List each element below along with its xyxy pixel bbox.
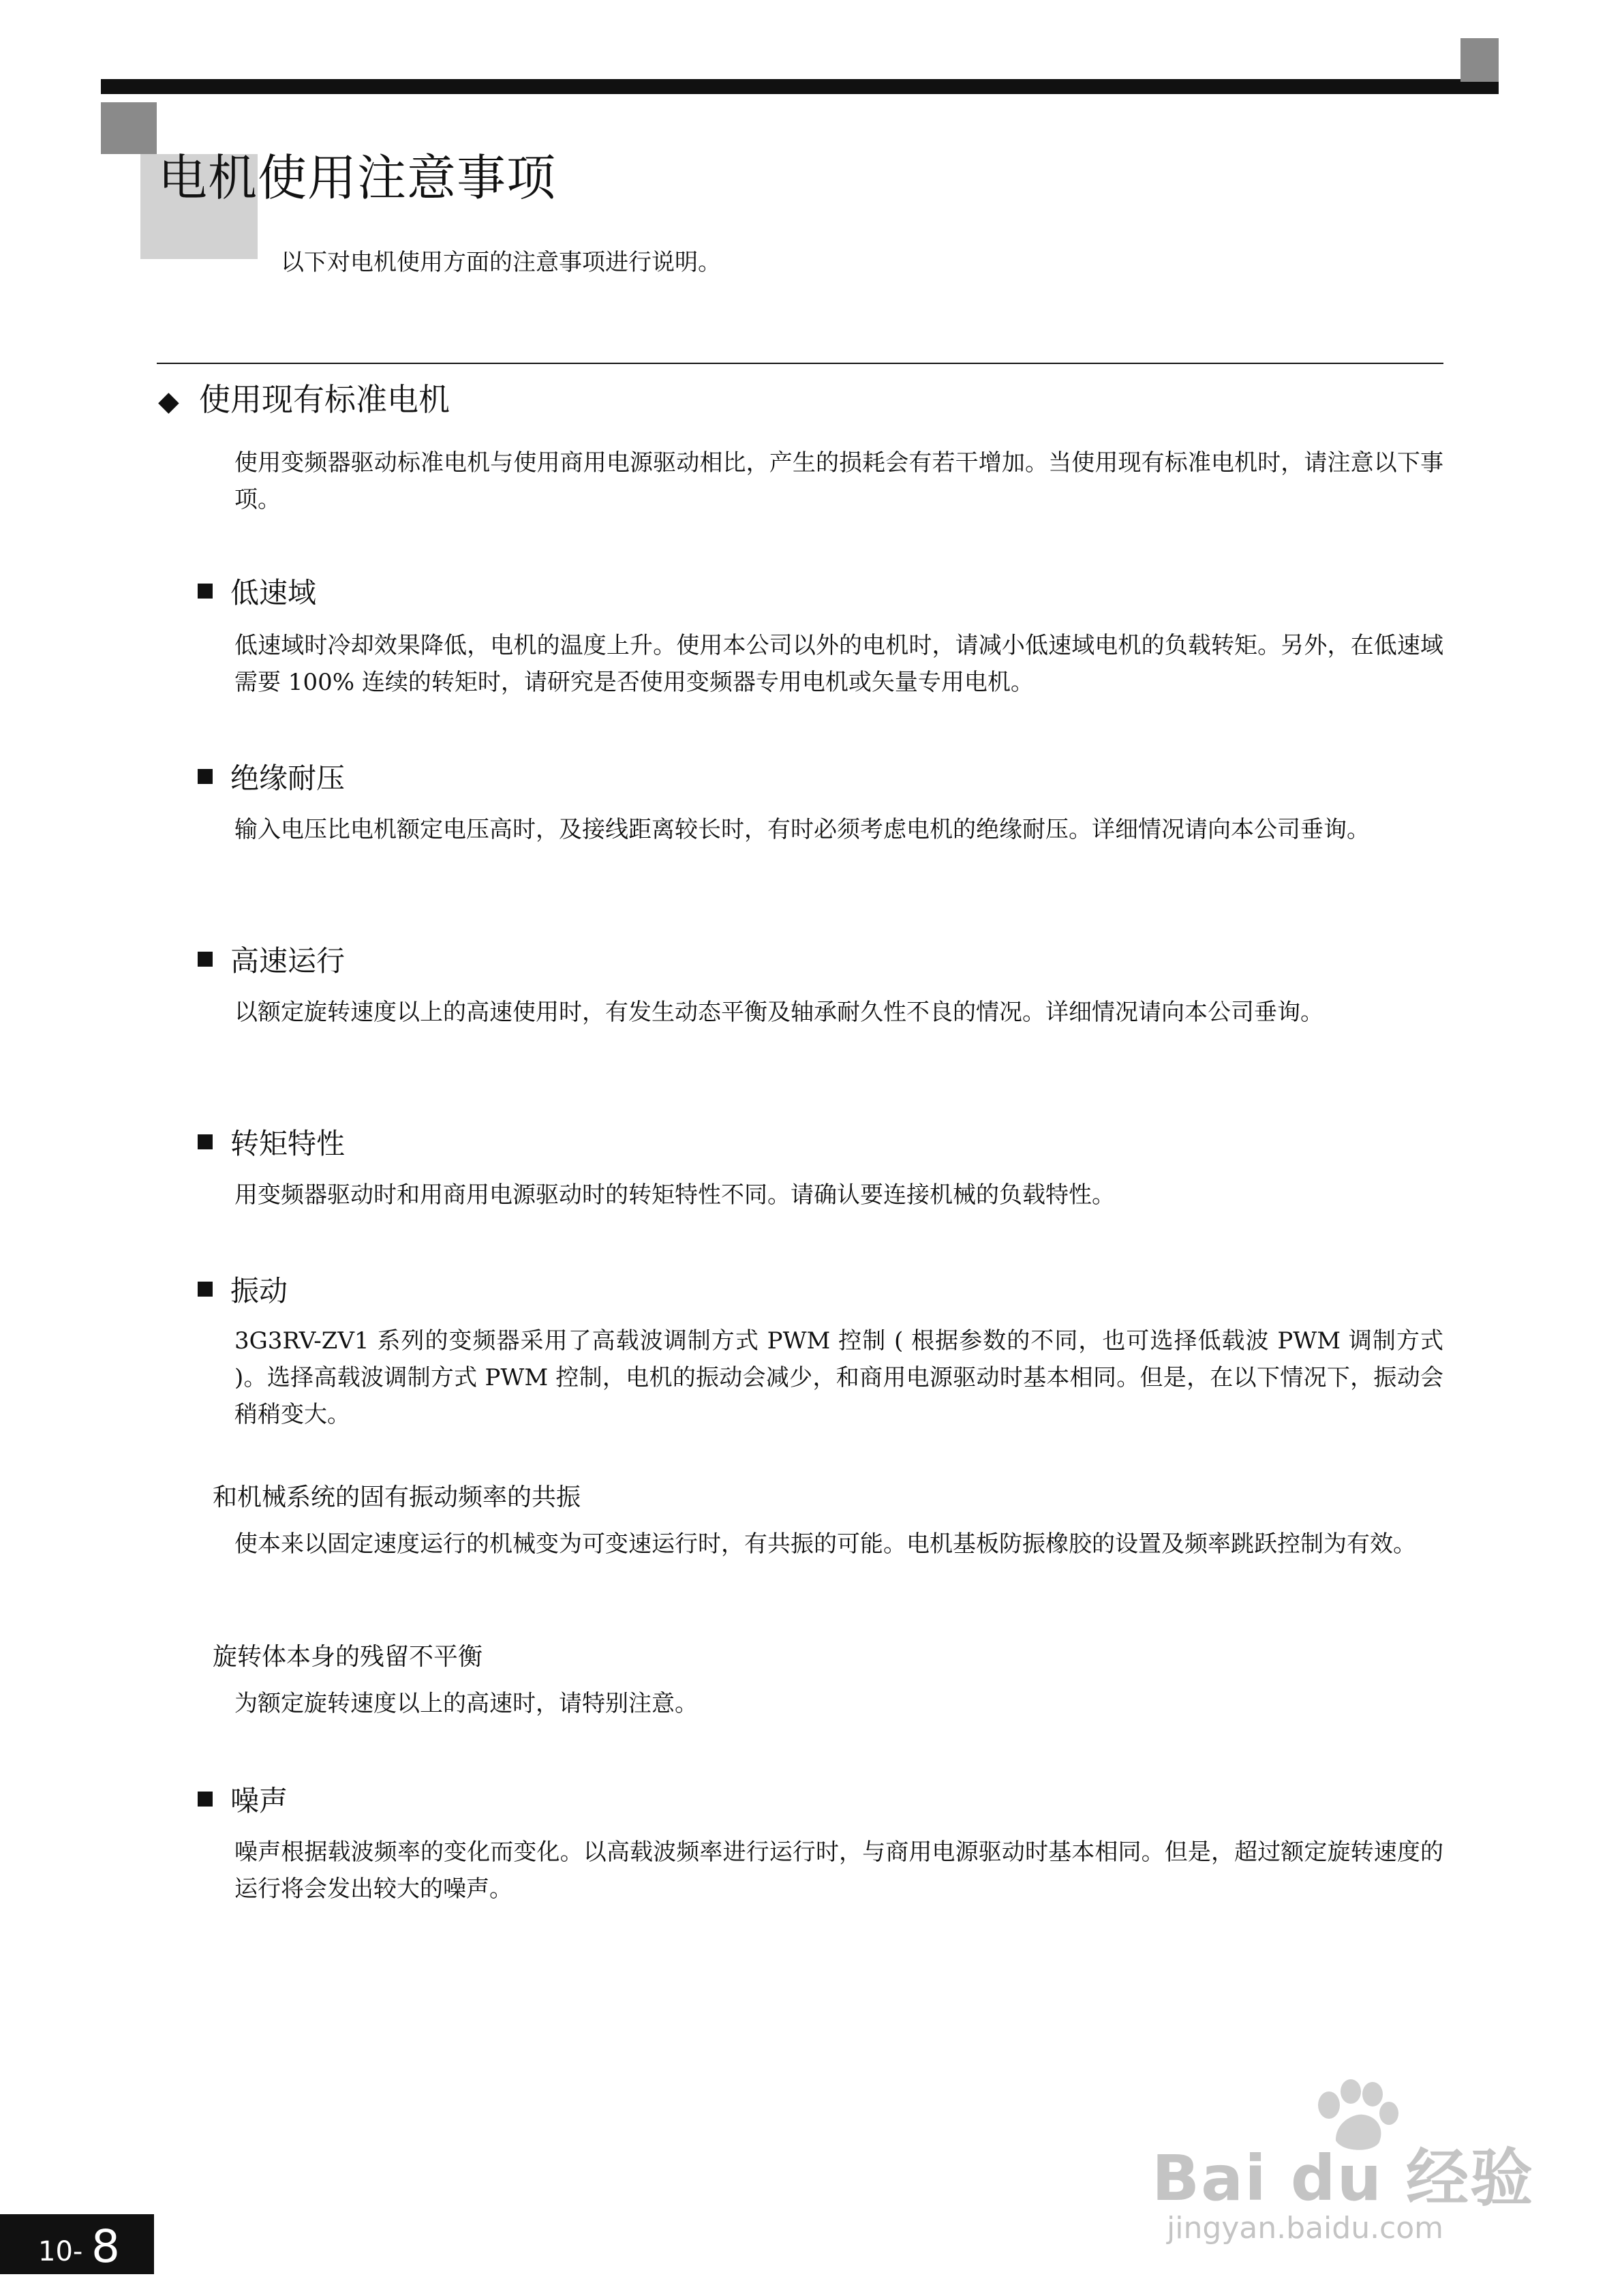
watermark-url: jingyan.baidu.com — [1167, 2211, 1444, 2246]
sub-subsection-text: 使本来以固定速度运行的机械变为可变速运行时，有共振的可能。电机基板防振橡胶的设置及频率跳跃控制为有效。 — [234, 1530, 1416, 1558]
sub-subsection-text: 为额定旋转速度以上的高速时，请特别注意。 — [234, 1690, 698, 1717]
corner-block-dark — [101, 102, 157, 154]
subsection-text: 用变频器驱动时和用商用电源驱动时的转矩特性不同。请确认要连接机械的负载特性。 — [234, 1181, 1115, 1209]
subsection-text: 3G3RV-ZV1 系列的变频器采用了高载波调制方式 PWM 控制 ( 根据参数的不同，也可选择低载波 PWM 调制方式 )。选择高载波调制方式 PWM 控制，电机的振动会减少，和商用电源驱动时基本相同。但是，在以下情况下，振动会稍稍变大。 — [234, 1327, 1443, 1428]
section-heading-text: 使用现有标准电机 — [199, 381, 450, 418]
square-bullet-icon — [198, 1792, 213, 1807]
page-number-tab — [0, 2214, 154, 2274]
subsection-heading: 绝缘耐压 — [198, 759, 345, 798]
square-bullet-icon — [198, 1282, 213, 1297]
square-bullet-icon — [198, 769, 213, 784]
subsection-heading: 振动 — [198, 1272, 288, 1310]
square-bullet-icon — [198, 1134, 213, 1149]
chapter-number: 10- — [38, 2236, 83, 2267]
page-title: 电机使用注意事项 — [158, 149, 557, 207]
sub-subsection-heading: 和机械系统的固有振动频率的共振 — [213, 1483, 581, 1511]
subsection-text: 以额定旋转速度以上的高速使用时，有发生动态平衡及轴承耐久性不良的情况。详细情况请向本公司垂询。 — [234, 999, 1323, 1026]
diamond-bullet-icon: ◆ — [158, 386, 179, 417]
subsection-text: 噪声根据载波频率的变化而变化。以高载波频率进行运行时，与商用电源驱动时基本相同。但是，超过额定旋转速度的运行将会发出较大的噪声。 — [234, 1839, 1443, 1903]
square-bullet-icon — [198, 952, 213, 967]
subsection-heading: 噪声 — [198, 1782, 288, 1820]
watermark — [1152, 2079, 1535, 2246]
subsection-text: 输入电压比电机额定电压高时，及接线距离较长时，有时必须考虑电机的绝缘耐压。详细情况请向本公司垂询。 — [234, 816, 1370, 843]
page-number: 8 — [91, 2220, 120, 2273]
header-rule — [101, 79, 1499, 94]
section-heading — [158, 379, 450, 422]
section-intro: 使用变频器驱动标准电机与使用商用电源驱动相比，产生的损耗会有若干增加。当使用现有标准电机时，请注意以下事项。 — [234, 449, 1443, 513]
square-bullet-icon — [198, 584, 213, 599]
subsection-heading: 高速运行 — [198, 942, 345, 980]
subsection-heading: 转矩特性 — [198, 1125, 345, 1163]
subsection-text: 低速域时冷却效果降低，电机的温度上升。使用本公司以外的电机时，请减小低速域电机的负载转矩。另外，在低速域需要 100% 连续的转矩时，请研究是否使用变频器专用电机或矢量专用电机。 — [234, 632, 1443, 696]
subsection-heading: 低速域 — [198, 574, 316, 612]
section-divider — [157, 363, 1443, 364]
corner-block-top-right — [1460, 38, 1499, 82]
watermark-brand: Bai du 经验 — [1152, 2142, 1535, 2215]
page-intro: 以下对电机使用方面的注意事项进行说明。 — [281, 249, 721, 276]
sub-subsection-heading: 旋转体本身的残留不平衡 — [213, 1643, 483, 1671]
